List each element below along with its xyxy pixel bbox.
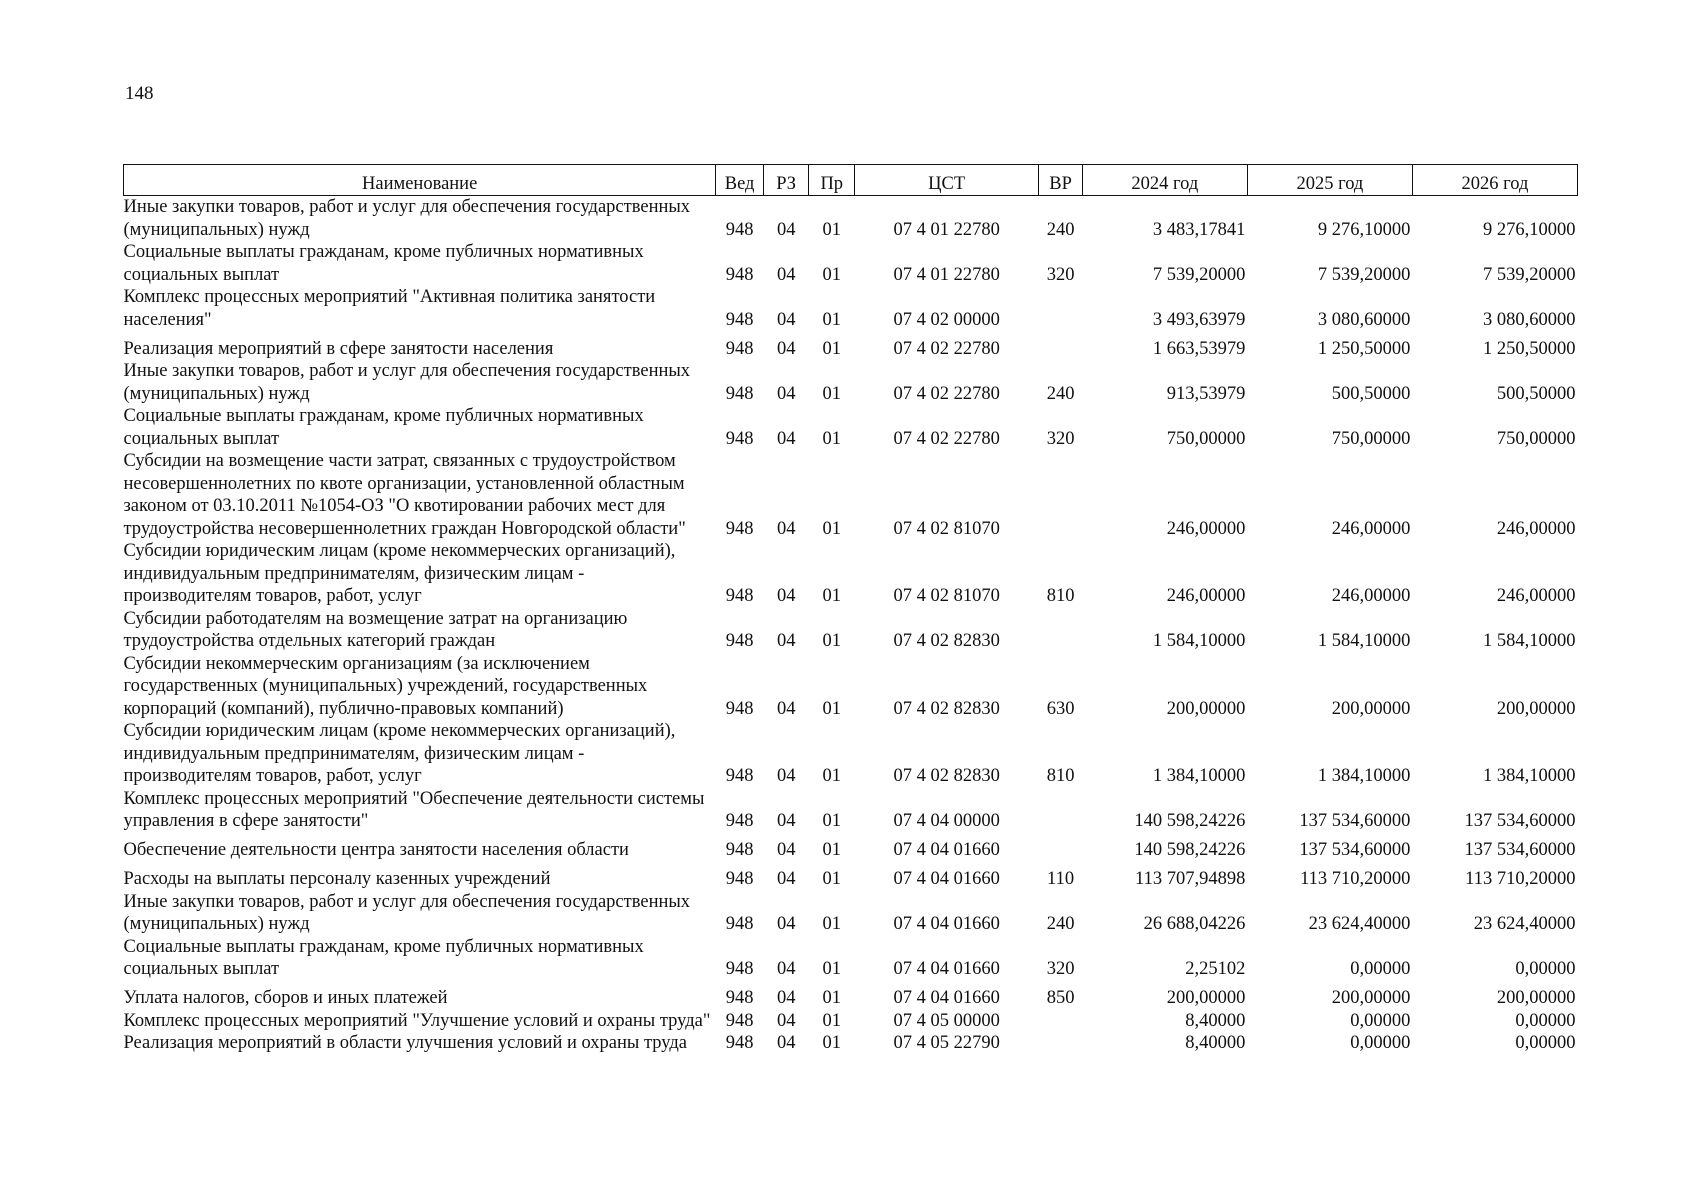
cell-name: Расходы на выплаты персоналу казенных учреждений	[123, 869, 551, 889]
cell-ved: 948	[725, 586, 754, 606]
cell-cst: 07 4 04 01660	[893, 914, 1000, 934]
header-cell: 2025 год	[1247, 165, 1412, 196]
cell-rz: 04	[776, 383, 796, 404]
cell-pr: 01	[822, 766, 841, 786]
cell-rz: 04	[776, 1033, 796, 1053]
cell-y2026: 9 276,10000	[1483, 219, 1576, 240]
cell-y2024: 200,00000	[1166, 698, 1246, 719]
cell-name: Социальные выплаты гражданам, кроме публичных нормативных социальных выплат	[123, 936, 644, 979]
cell-rz: 04	[776, 988, 796, 1008]
cell-vr: 850	[1046, 988, 1075, 1008]
cell-y2025: 1 584,10000	[1317, 631, 1411, 651]
cell-y2026: 113 710,20000	[1465, 869, 1576, 889]
cell-ved: 948	[725, 309, 754, 330]
cell-cst: 07 4 04 01660	[893, 840, 1000, 860]
cell-y2024: 8,40000	[1185, 1033, 1246, 1053]
cell-y2026: 0,00000	[1515, 959, 1576, 979]
page-number: 148	[125, 83, 154, 104]
table-row	[124, 450, 1578, 540]
header-cell: 2026 год	[1412, 165, 1577, 196]
cell-ved: 948	[725, 383, 754, 404]
cell-cst: 07 4 05 22790	[893, 1033, 1000, 1053]
cell-y2026: 23 624,40000	[1473, 914, 1576, 934]
cell-pr: 01	[822, 1010, 841, 1031]
table-row	[124, 862, 1578, 891]
cell-vr: 810	[1046, 766, 1075, 786]
cell-y2025: 7 539,20000	[1317, 264, 1411, 285]
cell-pr: 01	[822, 811, 841, 831]
cell-y2025: 200,00000	[1331, 988, 1411, 1008]
cell-name: Обеспечение деятельности центра занятости населения области	[123, 840, 629, 860]
cell-cst: 07 4 04 01660	[893, 869, 1000, 889]
cell-rz: 04	[776, 586, 796, 606]
cell-vr: 320	[1046, 264, 1075, 285]
cell-pr: 01	[822, 309, 841, 330]
cell-name: Комплекс процессных мероприятий "Улучшение условий и охраны труда"	[123, 1010, 711, 1031]
table-row	[124, 936, 1578, 981]
cell-pr: 01	[822, 914, 841, 934]
cell-cst: 07 4 02 82830	[893, 698, 1000, 719]
cell-y2026: 7 539,20000	[1483, 264, 1576, 285]
cell-name: Субсидии юридическим лицам (кроме некоммерческих организаций), индивидуальным предпринимателям, физическим лицам - производителям товаров, работ, услуг	[123, 721, 676, 786]
cell-y2026: 246,00000	[1496, 518, 1576, 539]
table-row	[124, 1010, 1578, 1033]
cell-vr: 320	[1046, 428, 1075, 449]
table-row	[124, 405, 1578, 450]
cell-pr: 01	[822, 959, 841, 979]
cell-rz: 04	[776, 869, 796, 889]
cell-y2025: 3 080,60000	[1317, 309, 1411, 330]
cell-y2025: 246,00000	[1331, 518, 1411, 539]
cell-cst: 07 4 02 22780	[893, 338, 1000, 359]
cell-rz: 04	[776, 698, 796, 719]
table-row	[124, 360, 1578, 405]
cell-y2026: 137 534,60000	[1464, 840, 1576, 860]
cell-vr	[1039, 286, 1083, 331]
table-row	[124, 653, 1578, 721]
cell-vr	[1039, 608, 1083, 653]
table-row	[124, 241, 1578, 286]
table-row	[124, 608, 1578, 653]
cell-rz: 04	[776, 264, 796, 285]
cell-pr: 01	[822, 869, 841, 889]
header-cell: ВР	[1039, 165, 1083, 196]
cell-pr: 01	[822, 698, 841, 719]
cell-rz: 04	[776, 518, 796, 539]
cell-ved: 948	[725, 959, 754, 979]
cell-cst: 07 4 02 22780	[893, 428, 1000, 449]
cell-y2026: 200,00000	[1496, 698, 1576, 719]
cell-ved: 948	[725, 264, 754, 285]
cell-cst: 07 4 01 22780	[893, 219, 1000, 240]
cell-y2024: 7 539,20000	[1152, 264, 1246, 285]
cell-cst: 07 4 02 82830	[893, 631, 1000, 651]
cell-y2025: 500,50000	[1331, 383, 1411, 404]
cell-y2025: 9 276,10000	[1317, 219, 1411, 240]
cell-cst: 07 4 01 22780	[893, 264, 1000, 285]
header-cell: РЗ	[763, 165, 809, 196]
cell-y2024: 2,25102	[1185, 959, 1246, 979]
cell-name: Иные закупки товаров, работ и услуг для обеспечения государственных (муниципальных) нужд	[123, 197, 691, 240]
cell-rz: 04	[776, 428, 796, 449]
cell-y2024: 3 493,63979	[1152, 309, 1246, 330]
table-body	[124, 196, 1578, 1055]
cell-y2024: 1 384,10000	[1152, 766, 1246, 786]
header-cell: ЦСТ	[855, 165, 1039, 196]
cell-y2026: 0,00000	[1515, 1010, 1576, 1031]
cell-vr: 240	[1046, 219, 1075, 240]
cell-name: Субсидии юридическим лицам (кроме некоммерческих организаций), индивидуальным предпринимателям, физическим лицам - производителям товаров, работ, услуг	[123, 541, 676, 606]
cell-name: Иные закупки товаров, работ и услуг для обеспечения государственных (муниципальных) нужд	[123, 361, 691, 404]
cell-y2024: 26 688,04226	[1143, 914, 1246, 934]
table-row	[124, 720, 1578, 788]
cell-name: Комплекс процессных мероприятий "Обеспечение деятельности системы управления в сфере занятости"	[123, 788, 705, 831]
cell-y2025: 137 534,60000	[1299, 811, 1411, 831]
cell-y2025: 200,00000	[1331, 698, 1411, 719]
cell-vr: 110	[1047, 869, 1075, 889]
cell-pr: 01	[822, 338, 841, 359]
cell-rz: 04	[776, 914, 796, 934]
cell-cst: 07 4 04 01660	[893, 959, 1000, 979]
cell-name: Субсидии некоммерческим организациям (за исключением государственных (муниципальных) учреждений, государственных корпораций (компаний), публично-правовых компаний)	[123, 653, 648, 719]
cell-y2024: 246,00000	[1166, 586, 1246, 606]
cell-cst: 07 4 02 81070	[893, 518, 1000, 539]
table-row	[124, 196, 1578, 242]
cell-vr: 240	[1046, 914, 1075, 934]
cell-y2025: 246,00000	[1331, 586, 1411, 606]
cell-pr: 01	[822, 988, 841, 1008]
header-cell: Пр	[809, 165, 855, 196]
cell-pr: 01	[822, 518, 841, 539]
header-cell: Вед	[716, 165, 764, 196]
cell-vr	[1039, 1032, 1083, 1055]
cell-name: Социальные выплаты гражданам, кроме публичных нормативных социальных выплат	[123, 242, 644, 285]
budget-table	[123, 164, 1578, 1055]
cell-y2024: 113 707,94898	[1135, 869, 1246, 889]
cell-y2026: 200,00000	[1496, 988, 1576, 1008]
cell-name: Реализация мероприятий в области улучшения условий и охраны труда	[123, 1033, 687, 1053]
cell-rz: 04	[776, 840, 796, 860]
cell-vr	[1039, 450, 1083, 540]
cell-vr	[1039, 788, 1083, 833]
cell-name: Иные закупки товаров, работ и услуг для обеспечения государственных (муниципальных) нужд	[123, 891, 691, 934]
table-row	[124, 981, 1578, 1010]
cell-ved: 948	[725, 988, 754, 1008]
table-row	[124, 833, 1578, 862]
cell-y2025: 0,00000	[1350, 959, 1411, 979]
table-header	[124, 165, 1578, 196]
cell-ved: 948	[725, 811, 754, 831]
cell-y2026: 3 080,60000	[1483, 309, 1576, 330]
cell-ved: 948	[725, 698, 754, 719]
cell-pr: 01	[822, 428, 841, 449]
cell-name: Субсидии работодателям на возмещение затрат на организацию трудоустройства отдельных категорий граждан	[123, 608, 628, 651]
cell-rz: 04	[776, 959, 796, 979]
cell-rz: 04	[776, 338, 796, 359]
cell-name: Субсидии на возмещение части затрат, связанных с трудоустройством несовершеннолетних по квоте организации, установленной областным законом от 03.10.2011 №1054-ОЗ "О квотировании рабочих мест для трудоустройства несовершеннолетних граждан Новгородской области"	[123, 451, 686, 539]
cell-ved: 948	[725, 914, 754, 934]
cell-pr: 01	[822, 219, 841, 240]
cell-ved: 948	[725, 338, 754, 359]
cell-rz: 04	[776, 766, 796, 786]
table-row	[124, 788, 1578, 833]
table-row	[124, 331, 1578, 360]
cell-y2024: 140 598,24226	[1134, 811, 1246, 831]
cell-rz: 04	[776, 1010, 796, 1031]
header-cell: 2024 год	[1082, 165, 1247, 196]
table-row	[124, 1032, 1578, 1055]
cell-ved: 948	[725, 840, 754, 860]
cell-pr: 01	[822, 631, 841, 651]
cell-cst: 07 4 02 00000	[893, 309, 1000, 330]
cell-ved: 948	[725, 428, 754, 449]
cell-y2024: 3 483,17841	[1152, 219, 1246, 240]
table-row	[124, 286, 1578, 331]
cell-y2025: 0,00000	[1350, 1033, 1411, 1053]
cell-name: Реализация мероприятий в сфере занятости населения	[123, 338, 554, 359]
cell-pr: 01	[822, 383, 841, 404]
cell-y2026: 0,00000	[1515, 1033, 1576, 1053]
cell-y2025: 1 250,50000	[1317, 338, 1411, 359]
cell-ved: 948	[725, 219, 754, 240]
cell-name: Уплата налогов, сборов и иных платежей	[123, 988, 448, 1008]
cell-ved: 948	[725, 1033, 754, 1053]
header-row	[124, 165, 1578, 196]
cell-vr: 810	[1046, 586, 1075, 606]
cell-y2024: 1 663,53979	[1152, 338, 1246, 359]
cell-y2026: 137 534,60000	[1464, 811, 1576, 831]
cell-cst: 07 4 02 82830	[893, 766, 1000, 786]
cell-y2024: 246,00000	[1166, 518, 1246, 539]
header-cell: Наименование	[124, 165, 716, 196]
cell-ved: 948	[725, 631, 754, 651]
cell-vr	[1039, 1010, 1083, 1033]
cell-pr: 01	[822, 264, 841, 285]
cell-y2024: 750,00000	[1166, 428, 1246, 449]
cell-y2026: 1 584,10000	[1483, 631, 1576, 651]
cell-name: Социальные выплаты гражданам, кроме публичных нормативных социальных выплат	[123, 406, 644, 449]
cell-cst: 07 4 02 22780	[893, 383, 1000, 404]
cell-y2024: 140 598,24226	[1134, 840, 1246, 860]
cell-y2024: 8,40000	[1185, 1010, 1246, 1031]
cell-y2026: 1 250,50000	[1483, 338, 1576, 359]
cell-y2026: 750,00000	[1496, 428, 1576, 449]
cell-pr: 01	[822, 840, 841, 860]
cell-vr: 240	[1046, 383, 1075, 404]
cell-cst: 07 4 02 81070	[893, 586, 1000, 606]
cell-y2024: 200,00000	[1166, 988, 1246, 1008]
cell-cst: 07 4 04 00000	[893, 811, 1000, 831]
cell-cst: 07 4 04 01660	[893, 988, 1000, 1008]
cell-vr	[1039, 331, 1083, 360]
cell-rz: 04	[776, 811, 796, 831]
cell-pr: 01	[822, 586, 841, 606]
cell-vr: 630	[1046, 698, 1075, 719]
cell-cst: 07 4 05 00000	[893, 1010, 1000, 1031]
cell-y2025: 23 624,40000	[1308, 914, 1411, 934]
cell-name: Комплекс процессных мероприятий "Активная политика занятости населения"	[123, 287, 656, 330]
cell-y2026: 246,00000	[1496, 586, 1576, 606]
cell-ved: 948	[725, 766, 754, 786]
cell-rz: 04	[776, 631, 796, 651]
cell-y2024: 1 584,10000	[1152, 631, 1246, 651]
cell-ved: 948	[725, 518, 754, 539]
cell-pr: 01	[822, 1033, 841, 1053]
cell-y2025: 0,00000	[1350, 1010, 1411, 1031]
cell-y2025: 113 710,20000	[1300, 869, 1411, 889]
cell-vr: 320	[1046, 959, 1075, 979]
cell-rz: 04	[776, 309, 796, 330]
cell-y2024: 913,53979	[1166, 383, 1246, 404]
cell-y2026: 500,50000	[1496, 383, 1576, 404]
cell-y2025: 750,00000	[1331, 428, 1411, 449]
cell-ved: 948	[725, 1010, 754, 1031]
cell-ved: 948	[725, 869, 754, 889]
cell-y2025: 1 384,10000	[1317, 766, 1411, 786]
cell-y2026: 1 384,10000	[1483, 766, 1576, 786]
cell-vr	[1039, 833, 1083, 862]
cell-y2025: 137 534,60000	[1299, 840, 1411, 860]
table-row	[124, 540, 1578, 608]
table-row	[124, 891, 1578, 936]
cell-rz: 04	[776, 219, 796, 240]
